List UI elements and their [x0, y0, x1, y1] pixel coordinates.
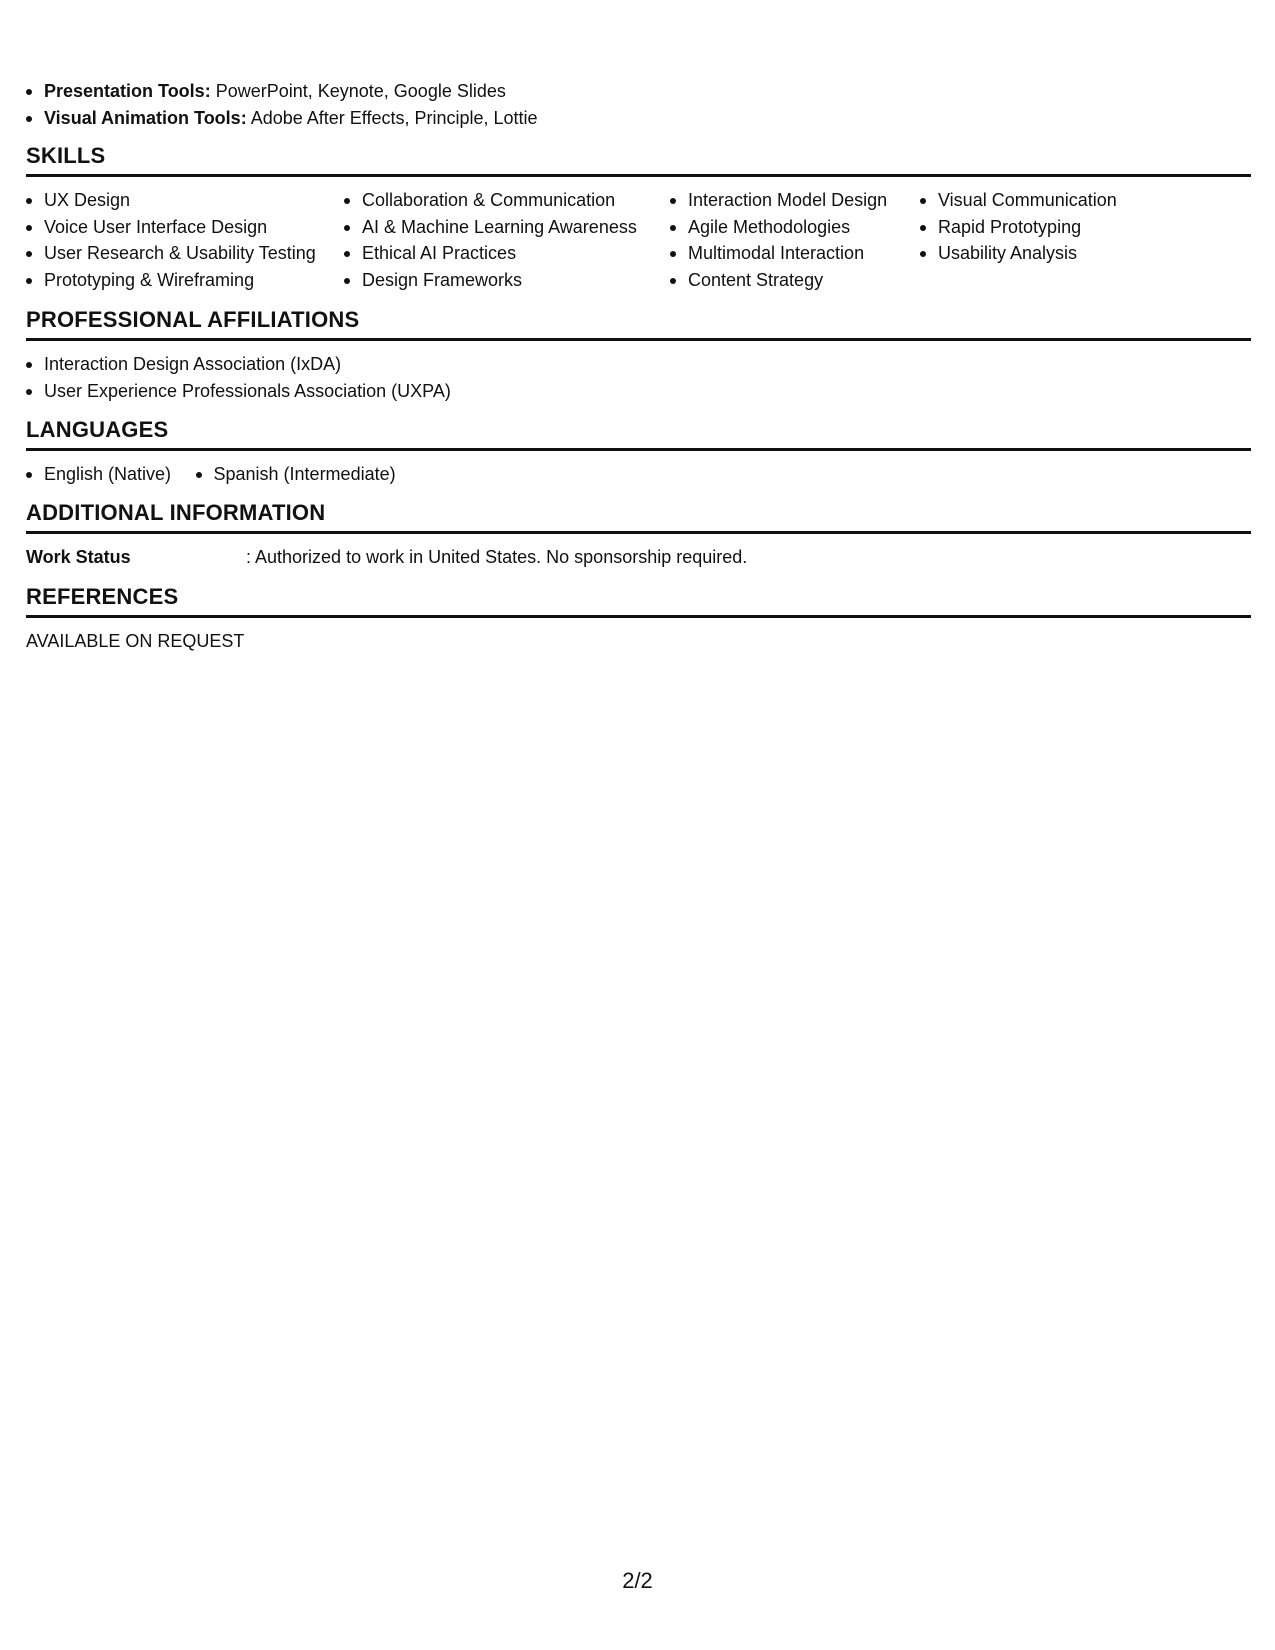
tools-item-presentation [26, 78, 538, 105]
skill-item: Design Frameworks [344, 267, 637, 294]
tools-list [26, 78, 538, 131]
tools-value: PowerPoint, Keynote, Google Slides [210, 81, 506, 101]
skill-item: Rapid Prototyping [920, 214, 1117, 241]
language-item: Spanish (Intermediate) [196, 461, 396, 488]
skill-item: Content Strategy [670, 267, 887, 294]
skill-item: Multimodal Interaction [670, 240, 887, 267]
skills-column-2 [344, 187, 637, 293]
skill-item: Visual Communication [920, 187, 1117, 214]
skill-item: Interaction Model Design [670, 187, 887, 214]
skill-item: UX Design [26, 187, 316, 214]
skill-item: Prototyping & Wireframing [26, 267, 316, 294]
affiliations-list [26, 351, 451, 404]
skills-column-1 [26, 187, 316, 293]
skill-item: Usability Analysis [920, 240, 1117, 267]
tools-label: Visual Animation Tools: [44, 107, 247, 128]
affiliation-item: Interaction Design Association (IxDA) [26, 351, 451, 378]
skills-grid [26, 187, 1251, 297]
languages-list [26, 461, 416, 488]
additional-info-heading: ADDITIONAL INFORMATION [26, 499, 1251, 534]
tools-value: Adobe After Effects, Principle, Lottie [246, 107, 538, 128]
skill-item: Ethical AI Practices [344, 240, 637, 267]
skill-item: Agile Methodologies [670, 214, 887, 241]
skill-item: AI & Machine Learning Awareness [344, 214, 637, 241]
references-text: AVAILABLE ON REQUEST [26, 631, 245, 651]
work-status-value: : Authorized to work in United States. No sponsorship required. [246, 547, 748, 567]
affiliations-heading: PROFESSIONAL AFFILIATIONS [26, 306, 1251, 341]
skills-heading: SKILLS [26, 142, 1251, 177]
languages-heading: LANGUAGES [26, 416, 1251, 451]
page-number: 2/2 [622, 1568, 653, 1593]
affiliation-item: User Experience Professionals Association (UXPA) [26, 378, 451, 405]
references-heading: REFERENCES [26, 583, 1251, 618]
tools-label: Presentation Tools: [44, 81, 211, 101]
skill-item: Collaboration & Communication [344, 187, 637, 214]
work-status-label: Work Status [26, 547, 131, 567]
tools-item-animation [26, 105, 538, 132]
skills-column-4 [920, 187, 1117, 267]
skills-column-3 [670, 187, 887, 293]
language-item: English (Native) [26, 461, 171, 488]
skill-item: Voice User Interface Design [26, 214, 316, 241]
skill-item: User Research & Usability Testing [26, 240, 316, 267]
